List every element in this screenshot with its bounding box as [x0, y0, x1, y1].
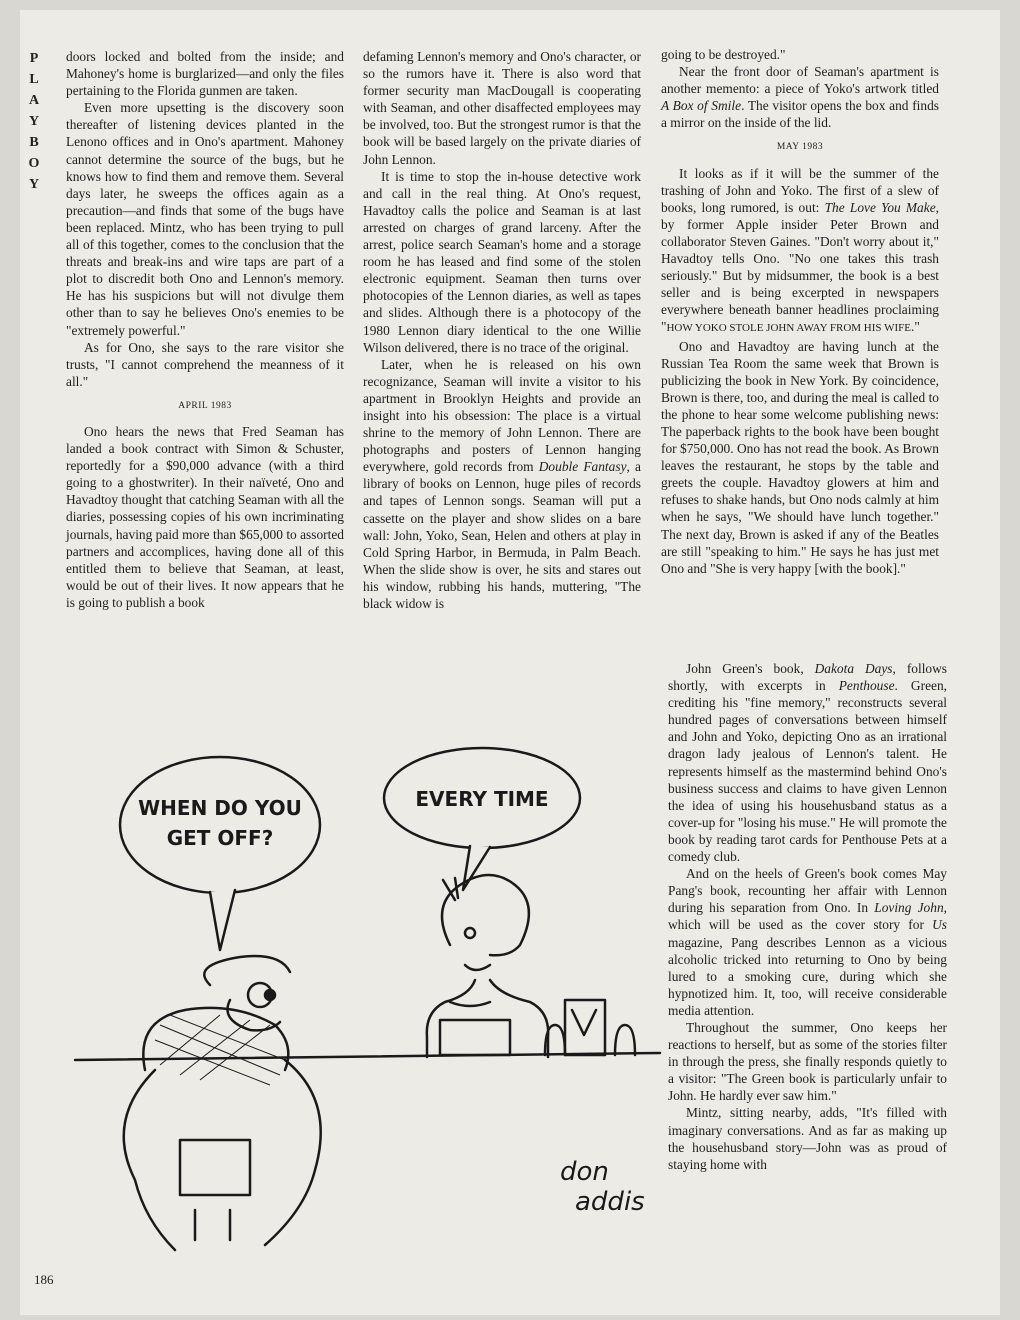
paragraph: defaming Lennon's memory and Ono's character, or so the rumors have it. There is also word that former security man MacDougall is cooperating with Seaman, and other disaffected employees may be involved, too. But the strongest rumor is that the book will be based largely on the private diaries of John Lennon. [363, 49, 641, 167]
paragraph: going to be destroyed." [661, 47, 786, 62]
paragraph: Even more upsetting is the discovery soon thereafter of listening devices planted in the Lenono offices and in Ono's apartment. Mahoney cannot determine the source of the bugs, but he knows how to find them and remove them. Several days later, he sweeps the offices again as a precaution—and finds that some of the bugs have been replaced. Mintz, who has been trying to pull all of this together, comes to the conclusion that the threats and break-ins and wire taps are part of a plot to discredit both Ono and Lennon's memory. He has his suspicions but will not divulge them other than to say he believes Ono's enemies to be "extremely powerful." [66, 100, 344, 338]
paragraph: And on the heels of Green's book comes May Pang's book, recounting her affair with Lennon during his separation from Ono. In Loving John, which will be used as the cover story for Us magazine, Pang describes Lennon as a vicious alcoholic tricked into returning to Ono by being lured to a smoking cure, during which she hypnotized him. It, too, will receive considerable media attention. [668, 866, 948, 1018]
headline-smallcaps: HOW YOKO STOLE JOHN AWAY FROM HIS WIFE [666, 322, 911, 335]
speech-bubble-right [384, 748, 580, 890]
masthead-letter: Y [28, 114, 40, 129]
paragraph: John Green's book, Dakota Days, follows shortly, with excerpts in Penthouse. Green, crediting his "fine memory," reconstructs several hundred pages of conversations between himself and John and Yoko, depicting Ono as an irrational dragon lady jealous of Lennon's talent. He represents himself as the mastermind behind Ono's business success and claims to have given Lennon the idea of using his househusband status as a cover-up for "losing his muse." He will promote the book by reading tarot cards for Penthouse Pets at a comedy club. [668, 661, 948, 865]
column-1 [66, 48, 344, 611]
man-figure [124, 956, 321, 1250]
paragraph: As for Ono, she says to the rare visitor she trusts, "I cannot comprehend the meanness of it all." [66, 339, 344, 389]
speech-bubble-left [120, 757, 320, 950]
masthead-letter: B [29, 135, 39, 150]
paragraph: doors locked and bolted from the inside; and Mahoney's home is burglarized—and only the files pertaining to the Florida gunmen are taken. [66, 49, 344, 99]
masthead-letter: P [29, 51, 39, 66]
masthead-letter: O [28, 156, 40, 171]
paragraph: It is time to stop the in-house detective work and call in the real thing. At Ono's request, Havadtoy calls the police and Seaman is at last arrested on charges of grand larceny. After the arrest, police search Seaman's home and a storage room he has leased and find some of the stolen electronic equipment. Seaman then turns over photocopies of the Lennon diaries, as well as tapes and slides. Although there is a photocopy of the 1980 Lennon diary identical to the one Willie Wilson delivered, there is no trace of the original. [363, 168, 641, 355]
signature-line1: don [560, 1157, 609, 1187]
paragraph: Mintz, sitting nearby, adds, "It's filled with imaginary conversations. And as far as making up the househusband story—John was as proud of staying home with [668, 1105, 947, 1172]
title-italic: The Love You Make [824, 199, 936, 215]
cartoon-illustration [70, 740, 670, 1270]
paragraph: Near the front door of Seaman's apartment is another memento: a piece of Yoko's artwork titled A Box of Smile. The visitor opens the box and finds a mirror on the inside of the lid. [661, 64, 939, 131]
paragraph: Ono and Havadtoy are having lunch at the Russian Tea Room the same week that Brown is publicizing the book in New York. By coincidence, Brown is there, too, and during the meal is called to the phone to hear some welcome publishing news: The paperback rights to the book have been bought for $750,000. Ono has not read the book. As Brown leaves the restaurant, he stops by the table and greets the couple. Havadtoy glowers at him and refuses to shake hands, but Ono nods calmly at him when he says, "We should have lunch together." The next day, Brown is asked if any of the Beatles are still "speaking to him." He says he has just met Ono and "She is very happy [with the book]." [661, 338, 939, 576]
signature-line2: addis [575, 1187, 645, 1217]
masthead [26, 48, 42, 195]
column-3-continued [668, 660, 947, 1173]
paragraph: Throughout the summer, Ono keeps her reactions to herself, but as some of the stories filter in through the press, she finally responds quietly to a visitor: "The Green book is particularly unfair to John. He hardly ever saw him." [668, 1019, 947, 1104]
column-3 [661, 46, 939, 577]
title-italic: A Box of Smile [661, 98, 742, 114]
paragraph: It looks as if it will be the summer of the trashing of John and Yoko. The first of a slew of books, long rumored, is out: The Love You Make, by former Apple insider Peter Brown and collaborator Steven Gaines. "Don't worry about it," Havadtoy tells Ono. "No one takes this trash seriously." But by midsummer, the book is a best seller and is being excerpted in newspapers everywhere beneath banner headlines proclaiming "HOW YOKO STOLE JOHN AWAY FROM HIS WIFE." [661, 165, 939, 335]
masthead-letter: L [29, 72, 39, 87]
checker-pattern [155, 1015, 285, 1085]
column-2 [363, 48, 641, 612]
napkin-holder [545, 1000, 635, 1055]
paragraph: Later, when he is released on his own recognizance, Seaman will invite a visitor to his apartment in Brooklyn Heights and provide an insight into his obsession: The place is a virtual shrine to the memory of John Lennon. There are photographs and posters of Lennon hanging everywhere, gold records from Double Fantasy, a library of books on Lennon, huge piles of records and tapes of Lennon songs. Seaman will put a cassette on the player and show slides on a bare wall: John, Yoko, Sean, Helen and others at play in Cold Spring Harbor, in Bermuda, in Palm Beach. When the slide show is over, he sits and stares out his window, rubbing his hands, muttering, "The black widow is [363, 356, 641, 611]
title-italic: Double Fantasy [538, 459, 627, 475]
page-number: 186 [34, 1272, 54, 1287]
bubble-left-line2: GET OFF? [166, 826, 274, 850]
bubble-right-text: EVERY TIME [415, 787, 549, 811]
paragraph: Ono hears the news that Fred Seaman has landed a book contract with Simon & Schuster, reportedly for a $90,000 advance (with a third going to a ghostwriter). In their naïveté, Ono and Havadtoy thought that catching Seaman with all the diaries, possessing copies of his own incriminating journals, having paid more than $65,000 to assorted partners and accomplices, having done all of this entitled them to believe that Seaman, at least, would be out of their lives. It now appears that he is going to publish a book [66, 423, 344, 610]
bubble-left-line1: WHEN DO YOU [138, 796, 302, 820]
waitress-figure [427, 875, 548, 1057]
masthead-letter: Y [28, 177, 40, 192]
section-heading: APRIL 1983 [178, 400, 232, 411]
masthead-letter: A [28, 93, 40, 108]
section-heading: MAY 1983 [776, 142, 824, 153]
